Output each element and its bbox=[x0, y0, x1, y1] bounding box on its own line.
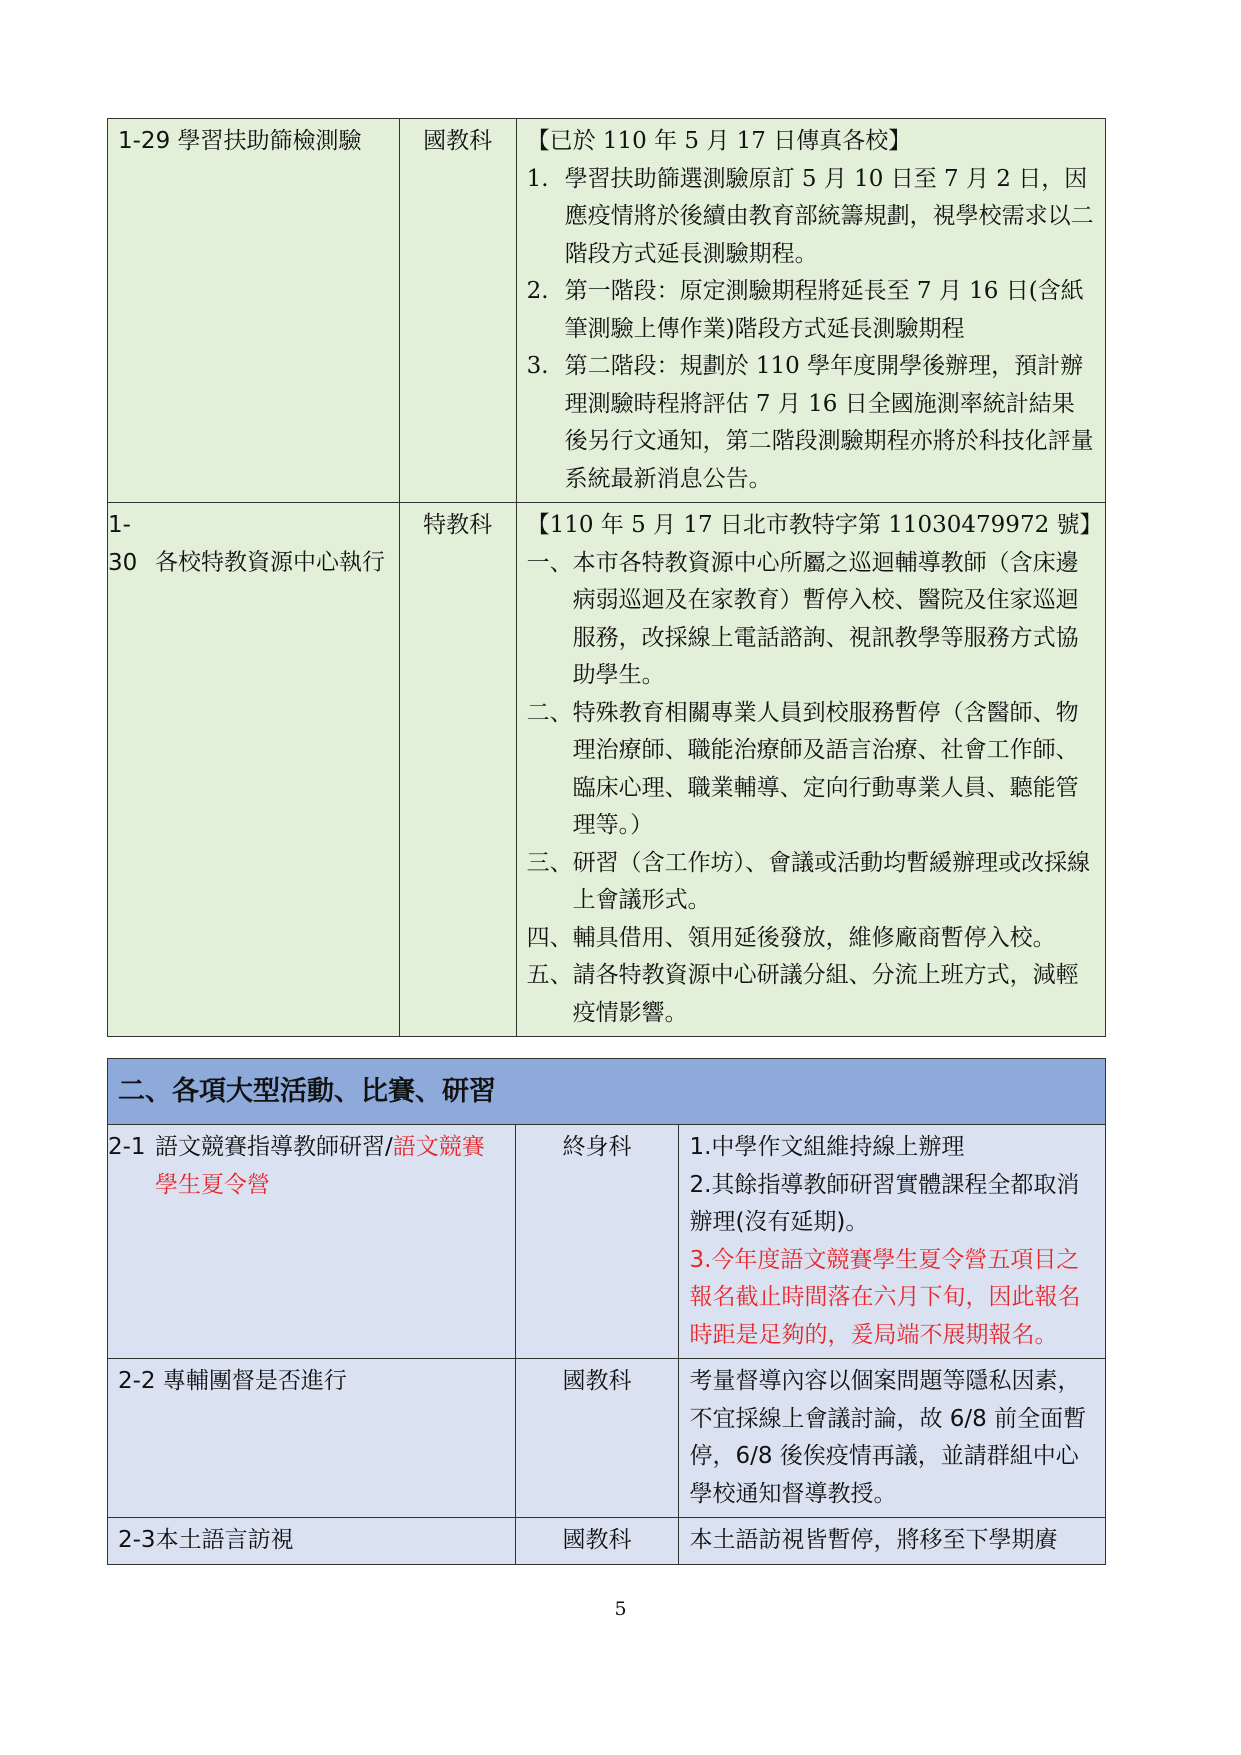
item-id: 2-3 bbox=[118, 1527, 156, 1553]
list-item: 一、本市各特教資源中心所屬之巡迴輔導教師（含床邊病弱巡迴及在家教育）暫停入校、醫院及住家巡迴服務，改採線上電話諮詢、視訊教學等服務方式協助學生。 bbox=[526, 549, 1079, 688]
list-item: 2. 第一階段：原定測驗期程將延長至 7 月 16 日(含紙筆測驗上傳作業)階段方式延長測驗期程 bbox=[526, 278, 1084, 342]
list-item: 五、請各特教資源中心研議分組、分流上班方式，減輕疫情影響。 bbox=[526, 962, 1079, 1026]
dept-cell: 終身科 bbox=[515, 1125, 679, 1359]
notice-header: 【已於 110 年 5 月 17 日傳真各校】 bbox=[526, 128, 912, 154]
content-cell bbox=[516, 119, 1105, 503]
section-title: 二、各項大型活動、比賽、研習 bbox=[108, 1059, 1106, 1125]
list-item: 3. 第二階段：規劃於 110 學年度開學後辦理，預計辦理測驗時程將評估 7 月 16 日全國施測率統計結果後另行文通知，第二階段測驗期程亦將於科技化評量系統最新消息公告。 bbox=[526, 353, 1094, 492]
content-cell: 考量督導內容以個案問題等隱私因素，不宜採線上會議討論，故 6/8 前全面暫停，6/8 後俟疫情再議，並請群組中心學校通知督導教授。 bbox=[679, 1359, 1106, 1518]
item-id: 1-29 bbox=[118, 128, 171, 154]
content-cell: 本土語訪視皆暫停，將移至下學期賡 bbox=[679, 1518, 1106, 1565]
item-title: 專輔團督是否進行 bbox=[162, 1368, 347, 1394]
table-row bbox=[108, 1518, 1106, 1565]
table-section-2 bbox=[107, 1058, 1106, 1565]
list-item: 三、研習（含工作坊）、會議或活動均暫緩辦理或改採線上會議形式。 bbox=[526, 849, 1091, 913]
item-title: 語文競賽指導教師研習/ bbox=[155, 1134, 393, 1160]
list-item-highlight: 3.今年度語文競賽學生夏令營五項目之報名截止時間落在六月下旬，因此報名時距是足夠的，爰局端不展期報名。 bbox=[689, 1246, 1081, 1348]
item-id: 2-2 bbox=[118, 1368, 156, 1394]
item-id: 2-1 bbox=[108, 1134, 146, 1160]
item-id: 1-30 bbox=[108, 512, 138, 576]
table-section-1-continued bbox=[107, 118, 1106, 1037]
item-title: 學習扶助篩檢測驗 bbox=[177, 128, 362, 154]
list-item: 四、輔具借用、領用延後發放，維修廠商暫停入校。 bbox=[526, 924, 1056, 951]
page-number: 5 bbox=[614, 1598, 627, 1620]
notice-header: 【110 年 5 月 17 日北市教特字第 11030479972 號】 bbox=[526, 512, 1103, 538]
item-title: 本土語言訪視 bbox=[155, 1527, 294, 1553]
dept-cell: 國教科 bbox=[515, 1359, 679, 1518]
item-cell bbox=[108, 119, 400, 503]
dept-cell: 國教科 bbox=[515, 1518, 679, 1565]
content-cell bbox=[516, 503, 1105, 1037]
item-cell bbox=[108, 503, 400, 1037]
list-item: 1. 學習扶助篩選測驗原訂 5 月 10 日至 7 月 2 日，因應疫情將於後續由教育部統籌規劃，視學校需求以二階段方式延長測驗期程。 bbox=[526, 165, 1094, 267]
content-cell bbox=[679, 1125, 1106, 1359]
list-item: 二、特殊教育相關專業人員到校服務暫停（含醫師、物理治療師、職能治療師及語言治療、社會工作師、臨床心理、職業輔導、定向行動專業人員、聽能管理等。） bbox=[526, 699, 1079, 838]
item-cell bbox=[108, 1359, 516, 1518]
item-cell bbox=[108, 1125, 516, 1359]
item-title: 各校特教資源中心執行 bbox=[155, 549, 385, 576]
item-title-highlight: 語文競賽學生夏令營 bbox=[155, 1134, 485, 1198]
dept-cell: 特教科 bbox=[399, 503, 516, 1037]
section-header-row bbox=[108, 1059, 1106, 1125]
table-row bbox=[108, 119, 1106, 503]
item-cell bbox=[108, 1518, 516, 1565]
dept-cell: 國教科 bbox=[399, 119, 516, 503]
list-item: 1.中學作文組維持線上辦理 bbox=[689, 1134, 965, 1160]
list-item: 2.其餘指導教師研習實體課程全都取消辦理(沒有延期)。 bbox=[689, 1171, 1080, 1235]
table-row bbox=[108, 1359, 1106, 1518]
table-row bbox=[108, 503, 1106, 1037]
table-row bbox=[108, 1125, 1106, 1359]
